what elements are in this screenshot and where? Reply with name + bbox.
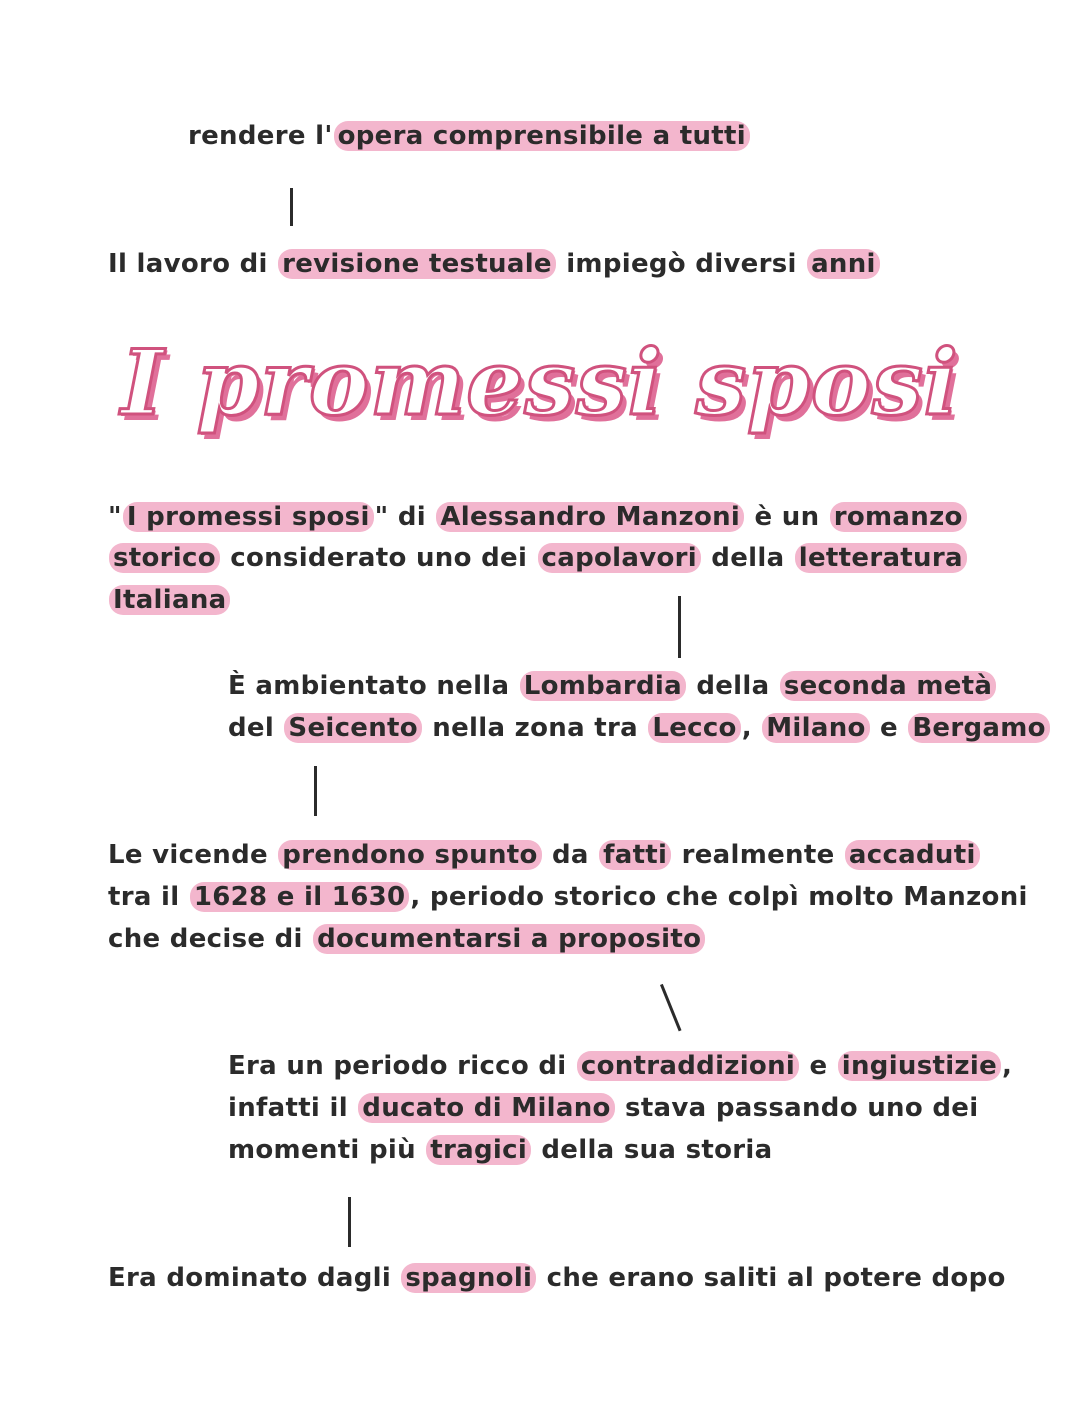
text-segment: da [542, 840, 599, 870]
highlighted-text: storico [109, 543, 220, 573]
connector-line [660, 984, 682, 1031]
text-segment: rendere l' [188, 121, 333, 151]
highlighted-text: capolavori [538, 543, 701, 573]
highlighted-text: ingiustizie [838, 1051, 1001, 1081]
text-line [228, 1130, 772, 1170]
text-line [228, 1088, 978, 1128]
text-segment: Era un periodo ricco di [228, 1051, 576, 1081]
text-line [108, 497, 968, 537]
text-line [228, 708, 1051, 748]
highlighted-text: Lecco [648, 713, 740, 743]
text-segment: e [870, 713, 908, 743]
highlighted-text: romanzo [830, 502, 967, 532]
text-segment: che erano saliti al potere dopo [537, 1263, 1006, 1293]
text-line [228, 666, 997, 706]
text-segment: della sua storia [532, 1135, 773, 1165]
text-segment: Le vicende [108, 840, 278, 870]
highlighted-text: Alessandro Manzoni [436, 502, 744, 532]
text-segment: del [228, 713, 284, 743]
text-segment: della [686, 671, 779, 701]
connector-line [348, 1197, 351, 1247]
text-segment: infatti il [228, 1093, 358, 1123]
highlighted-text: tragici [426, 1135, 531, 1165]
text-segment: Era dominato dagli [108, 1263, 401, 1293]
highlighted-text: opera comprensibile a tutti [334, 121, 750, 151]
highlighted-text: ducato di Milano [358, 1093, 614, 1123]
text-segment: tra il [108, 882, 189, 912]
text-line [108, 538, 968, 578]
text-segment: nella zona tra [422, 713, 648, 743]
text-segment: stava passando uno dei [615, 1093, 979, 1123]
text-line [108, 919, 706, 959]
highlighted-text: fatti [599, 840, 671, 870]
highlighted-text: Bergamo [908, 713, 1049, 743]
text-segment: , periodo storico che colpì molto Manzoni [410, 882, 1028, 912]
text-segment: considerato uno dei [220, 543, 537, 573]
page-title: I promessi sposi [121, 330, 959, 436]
text-segment: impiegò diversi [556, 249, 807, 279]
connector-line [290, 188, 293, 226]
highlighted-text: Seicento [284, 713, 422, 743]
text-line [108, 835, 981, 875]
text-line [108, 877, 1028, 917]
text-line [188, 116, 751, 156]
highlighted-text: letteratura [795, 543, 967, 573]
text-segment: realmente [672, 840, 844, 870]
highlighted-text: anni [807, 249, 880, 279]
text-segment: e [800, 1051, 837, 1081]
text-segment: È ambientato nella [228, 671, 519, 701]
highlighted-text: Milano [762, 713, 869, 743]
highlighted-text: spagnoli [401, 1263, 536, 1293]
highlighted-text: documentarsi a proposito [313, 924, 705, 954]
text-segment: della [701, 543, 794, 573]
text-segment: Il lavoro di [108, 249, 278, 279]
highlighted-text: Italiana [109, 585, 230, 615]
highlighted-text: contraddizioni [577, 1051, 799, 1081]
highlighted-text: I promessi sposi [123, 502, 374, 532]
text-segment: " [108, 502, 122, 532]
text-line [108, 580, 231, 620]
text-line [228, 1046, 1012, 1086]
text-segment: , [1002, 1051, 1013, 1081]
text-segment: " di [374, 502, 436, 532]
text-segment: momenti più [228, 1135, 426, 1165]
text-segment: , [741, 713, 762, 743]
text-segment: che decise di [108, 924, 313, 954]
highlighted-text: revisione testuale [278, 249, 556, 279]
connector-line [314, 766, 317, 816]
text-segment: è un [745, 502, 829, 532]
highlighted-text: seconda metà [780, 671, 996, 701]
highlighted-text: prendono spunto [278, 840, 541, 870]
highlighted-text: 1628 e il 1630 [190, 882, 410, 912]
highlighted-text: Lombardia [520, 671, 686, 701]
highlighted-text: accaduti [845, 840, 980, 870]
text-line [108, 244, 881, 284]
connector-line [678, 596, 681, 658]
text-line [108, 1258, 1006, 1298]
